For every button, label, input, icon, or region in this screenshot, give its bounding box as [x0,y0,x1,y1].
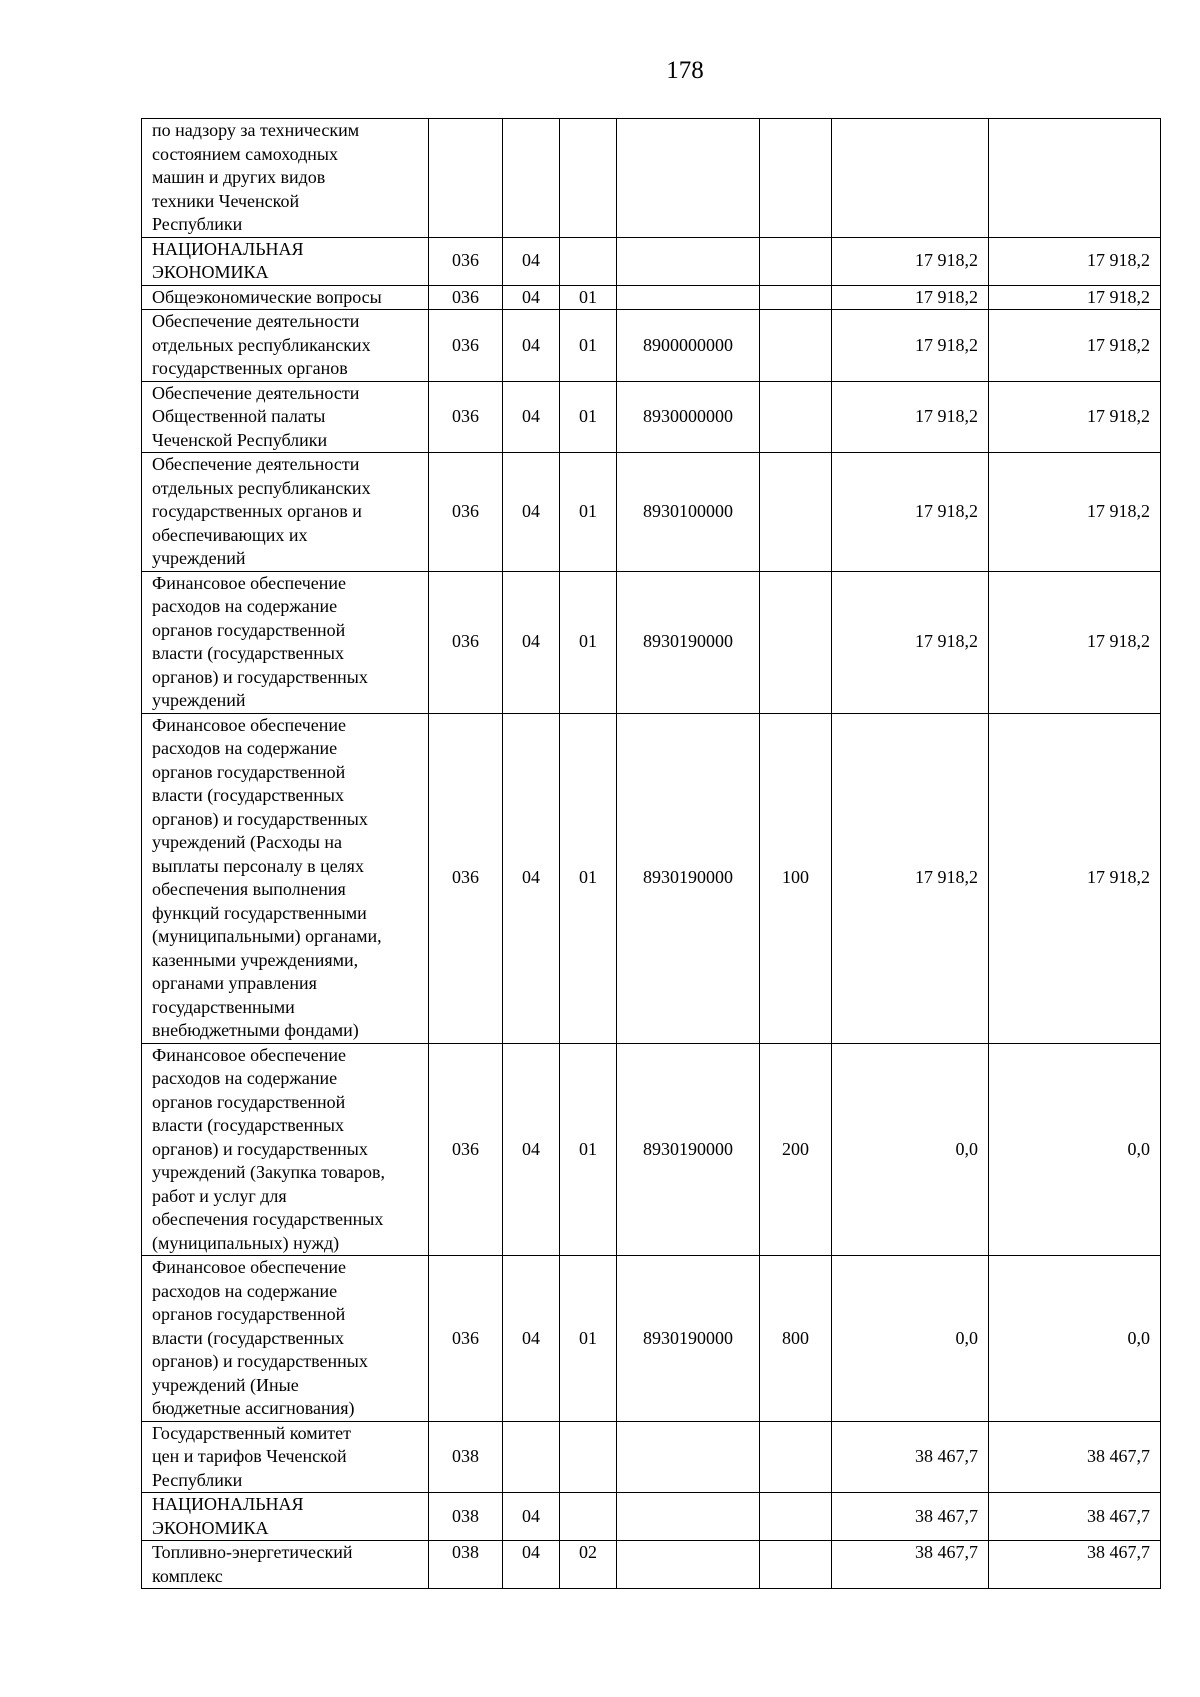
amount-year1-cell [832,119,989,238]
table-row [142,119,1161,238]
row-name-cell: Обеспечение деятельности отдельных республиканских государственных органов и обеспечивающих их учреждений [142,453,429,572]
target-article-cell: 8930190000 [617,1043,760,1256]
section-code-cell: 04 [503,1541,560,1589]
ved-code-cell: 036 [429,713,503,1043]
section-code-cell: 04 [503,381,560,453]
amount-year1-cell: 38 467,7 [832,1493,989,1541]
row-name-cell: НАЦИОНАЛЬНАЯ ЭКОНОМИКА [142,237,429,285]
row-name-cell: Обеспечение деятельности отдельных республиканских государственных органов [142,310,429,382]
section-code-cell: 04 [503,285,560,310]
budget-table [141,118,1161,1589]
section-code-cell: 04 [503,571,560,713]
row-name-cell: Общеэкономические вопросы [142,285,429,310]
subsection-code-cell: 02 [560,1541,617,1589]
ved-code-cell: 036 [429,571,503,713]
amount-year2-cell: 17 918,2 [989,453,1161,572]
ved-code-cell: 036 [429,285,503,310]
subsection-code-cell: 01 [560,571,617,713]
amount-year1-cell: 17 918,2 [832,237,989,285]
table-row [142,453,1161,572]
subsection-code-cell: 01 [560,310,617,382]
row-name-cell: Финансовое обеспечение расходов на содержание органов государственной власти (государственных органов) и государственных учреждений (Иные бюджетные ассигнования) [142,1256,429,1422]
table-row [142,1256,1161,1422]
ved-code-cell: 036 [429,1043,503,1256]
row-name-cell: Финансовое обеспечение расходов на содержание органов государственной власти (государственных органов) и государственных учреждений (Закупка товаров, работ и услуг для обеспечения государственных (муниципальных) нужд) [142,1043,429,1256]
table-row [142,1043,1161,1256]
table-row [142,1421,1161,1493]
expense-type-cell [760,381,832,453]
expense-type-cell: 200 [760,1043,832,1256]
ved-code-cell: 036 [429,237,503,285]
target-article-cell [617,285,760,310]
table-row [142,310,1161,382]
amount-year2-cell: 0,0 [989,1256,1161,1422]
amount-year1-cell: 17 918,2 [832,381,989,453]
row-name-cell: Финансовое обеспечение расходов на содержание органов государственной власти (государственных органов) и государственных учреждений [142,571,429,713]
target-article-cell [617,1541,760,1589]
section-code-cell [503,119,560,238]
row-name-cell: НАЦИОНАЛЬНАЯ ЭКОНОМИКА [142,1493,429,1541]
amount-year1-cell: 17 918,2 [832,453,989,572]
ved-code-cell: 038 [429,1421,503,1493]
amount-year2-cell: 38 467,7 [989,1541,1161,1589]
section-code-cell: 04 [503,1256,560,1422]
target-article-cell [617,119,760,238]
amount-year2-cell [989,119,1161,238]
target-article-cell: 8930100000 [617,453,760,572]
subsection-code-cell [560,119,617,238]
amount-year2-cell: 38 467,7 [989,1493,1161,1541]
section-code-cell: 04 [503,310,560,382]
section-code-cell: 04 [503,1493,560,1541]
amount-year1-cell: 17 918,2 [832,571,989,713]
table-row [142,237,1161,285]
ved-code-cell: 036 [429,310,503,382]
target-article-cell [617,1421,760,1493]
expense-type-cell [760,1421,832,1493]
ved-code-cell: 036 [429,453,503,572]
row-name-cell: Финансовое обеспечение расходов на содержание органов государственной власти (государственных органов) и государственных учреждений (Расходы на выплаты персоналу в целях обеспечения выполнения функций государственными (муниципальными) органами, казенными учреждениями, органами управления государственными внебюджетными фондами) [142,713,429,1043]
table-row [142,571,1161,713]
amount-year1-cell: 17 918,2 [832,310,989,382]
subsection-code-cell: 01 [560,453,617,572]
amount-year1-cell: 0,0 [832,1043,989,1256]
ved-code-cell: 038 [429,1493,503,1541]
ved-code-cell: 036 [429,1256,503,1422]
expense-type-cell [760,285,832,310]
amount-year1-cell: 17 918,2 [832,285,989,310]
amount-year2-cell: 17 918,2 [989,713,1161,1043]
amount-year2-cell: 17 918,2 [989,285,1161,310]
section-code-cell: 04 [503,237,560,285]
expense-type-cell [760,310,832,382]
expense-type-cell [760,119,832,238]
section-code-cell [503,1421,560,1493]
amount-year1-cell: 38 467,7 [832,1541,989,1589]
target-article-cell [617,237,760,285]
subsection-code-cell: 01 [560,1256,617,1422]
target-article-cell [617,1493,760,1541]
expense-type-cell [760,1541,832,1589]
row-name-cell: по надзору за техническим состоянием самоходных машин и других видов техники Чеченской Республики [142,119,429,238]
amount-year2-cell: 17 918,2 [989,571,1161,713]
subsection-code-cell [560,237,617,285]
ved-code-cell [429,119,503,238]
subsection-code-cell [560,1421,617,1493]
expense-type-cell: 100 [760,713,832,1043]
amount-year1-cell: 38 467,7 [832,1421,989,1493]
expense-type-cell [760,1493,832,1541]
expense-type-cell [760,237,832,285]
expense-type-cell [760,453,832,572]
table-row [142,381,1161,453]
amount-year1-cell: 17 918,2 [832,713,989,1043]
subsection-code-cell [560,1493,617,1541]
table-row [142,713,1161,1043]
expense-type-cell [760,571,832,713]
expense-type-cell: 800 [760,1256,832,1422]
amount-year2-cell: 0,0 [989,1043,1161,1256]
table-row [142,1541,1161,1589]
row-name-cell: Топливно-энергетический комплекс [142,1541,429,1589]
table-row [142,1493,1161,1541]
amount-year1-cell: 0,0 [832,1256,989,1422]
subsection-code-cell: 01 [560,285,617,310]
table-row [142,285,1161,310]
section-code-cell: 04 [503,713,560,1043]
target-article-cell: 8930190000 [617,1256,760,1422]
section-code-cell: 04 [503,1043,560,1256]
target-article-cell: 8930000000 [617,381,760,453]
amount-year2-cell: 17 918,2 [989,381,1161,453]
section-code-cell: 04 [503,453,560,572]
row-name-cell: Государственный комитет цен и тарифов Чеченской Республики [142,1421,429,1493]
amount-year2-cell: 17 918,2 [989,310,1161,382]
row-name-cell: Обеспечение деятельности Общественной палаты Чеченской Республики [142,381,429,453]
target-article-cell: 8930190000 [617,571,760,713]
target-article-cell: 8930190000 [617,713,760,1043]
subsection-code-cell: 01 [560,381,617,453]
amount-year2-cell: 38 467,7 [989,1421,1161,1493]
subsection-code-cell: 01 [560,1043,617,1256]
ved-code-cell: 036 [429,381,503,453]
target-article-cell: 8900000000 [617,310,760,382]
ved-code-cell: 038 [429,1541,503,1589]
amount-year2-cell: 17 918,2 [989,237,1161,285]
page-number: 178 [666,57,704,84]
subsection-code-cell: 01 [560,713,617,1043]
